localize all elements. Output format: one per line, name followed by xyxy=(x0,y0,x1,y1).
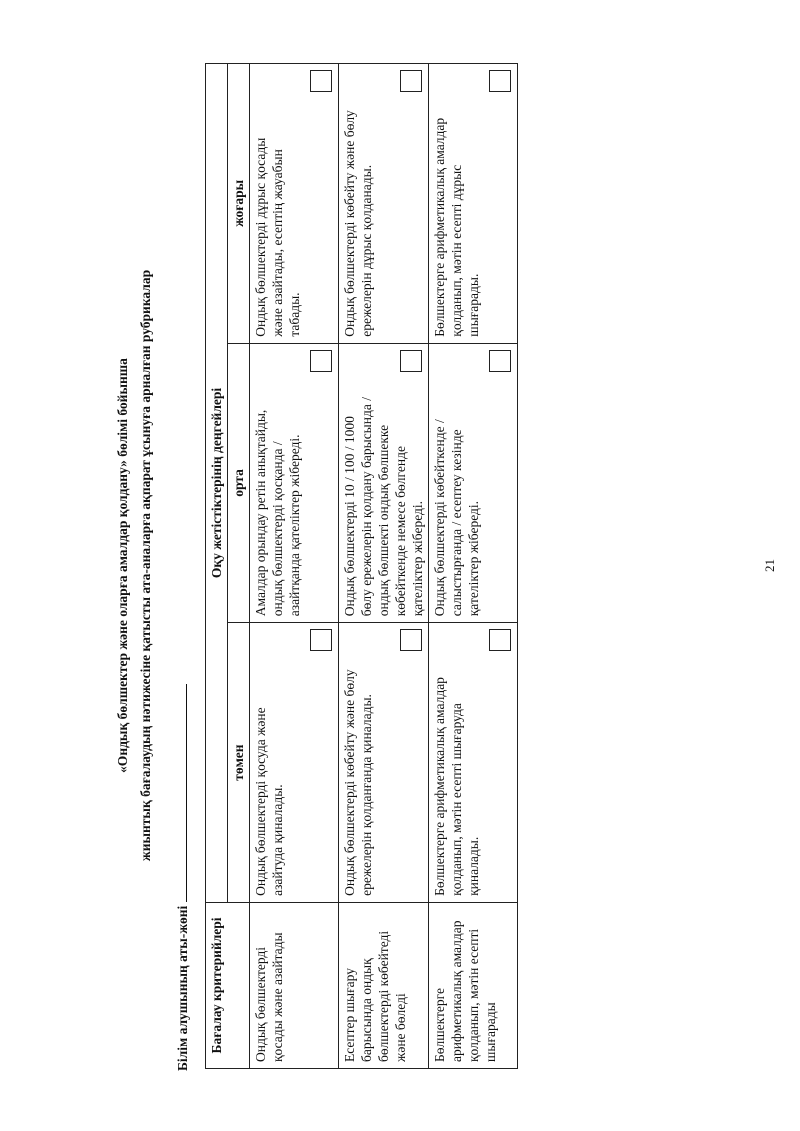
table-row xyxy=(429,64,518,1069)
level-low-checkbox[interactable] xyxy=(489,629,511,651)
level-high-checkbox[interactable] xyxy=(310,70,332,92)
level-low-checkbox[interactable] xyxy=(310,629,332,651)
table-row xyxy=(339,64,429,1069)
rubric-table xyxy=(205,63,518,1069)
level-high-cell xyxy=(429,64,518,344)
level-mid-header: орта xyxy=(228,343,250,623)
level-high-cell xyxy=(339,64,429,344)
level-low-description: Ондық бөлшектерді қосуда және азайтуда қиналады. xyxy=(253,707,285,896)
level-low-cell xyxy=(250,623,339,903)
level-low-cell xyxy=(429,623,518,903)
page-number: 21 xyxy=(762,559,777,572)
table-row xyxy=(250,64,339,1069)
level-mid-cell xyxy=(339,343,429,623)
level-high-header: жоғары xyxy=(228,64,250,344)
level-low-checkbox[interactable] xyxy=(400,629,422,651)
level-high-description: Ондық бөлшектерді көбейту және бөлу ережелерін дұрыс қолданады. xyxy=(342,110,374,337)
student-name-label: Білім алушының аты-жөні xyxy=(175,905,190,1071)
level-mid-cell xyxy=(250,343,339,623)
document-title: «Ондық бөлшектер және оларға амалдар қолдану» бөлімі бойынша xyxy=(115,358,130,773)
level-high-description: Ондық бөлшектерді дұрыс қосады және азайтады, есептің жауабын табады. xyxy=(253,137,302,337)
level-mid-description: Ондық бөлшектерді 10 / 100 / 1000 бөлу ережелерін қолдану барысында / ондық бөлшекті ондық бөлшекке көбейткенде немесе бөлгенде қателіктер жібереді. xyxy=(342,397,425,617)
level-mid-description: Ондық бөлшектерді көбейткенде / салыстырғанда / есептеу кезінде қателіктер жібереді. xyxy=(432,419,481,617)
student-name-field xyxy=(174,684,191,1071)
level-high-description: Бөлшектерге арифметикалық амалдар қолданып, мәтін есепті дұрыс шығарады. xyxy=(432,117,481,337)
criterion-cell: Есептер шығару барысында ондық бөлшектерді көбейтеді және бөледі xyxy=(339,902,429,1068)
level-high-cell xyxy=(250,64,339,344)
criterion-cell: Бөлшектерге арифметикалық амалдар қолданып, мәтін есепті шығарады xyxy=(429,902,518,1068)
criterion-cell: Ондық бөлшектерді қосады және азайтады xyxy=(250,902,339,1068)
student-name-blank-line xyxy=(174,684,187,902)
level-low-description: Ондық бөлшектерді көбейту және бөлу ережелерін қолданғанда қиналады. xyxy=(342,669,374,896)
level-low-description: Бөлшектерге арифметикалық амалдар қолданып, мәтін есепті шығаруда қиналады. xyxy=(432,677,481,896)
table-header-row xyxy=(206,64,228,1069)
level-high-checkbox[interactable] xyxy=(489,70,511,92)
level-mid-checkbox[interactable] xyxy=(310,350,332,372)
level-high-checkbox[interactable] xyxy=(400,70,422,92)
level-mid-cell xyxy=(429,343,518,623)
document-subtitle: жиынтық бағалаудың нәтижесіне қатысты ата-аналарға ақпарат ұсынуға арналған рубрикалар xyxy=(138,269,153,862)
level-low-cell xyxy=(339,623,429,903)
level-mid-checkbox[interactable] xyxy=(489,350,511,372)
level-low-header: төмен xyxy=(228,623,250,903)
criteria-header: Бағалау критерийлері xyxy=(206,902,250,1068)
level-mid-description: Амалдар орындау ретін анықтайды, ондық бөлшектерді қосқанда / азайтқанда қателіктер жібереді. xyxy=(253,409,302,617)
level-mid-checkbox[interactable] xyxy=(400,350,422,372)
levels-header: Оқу жетістіктерінің деңгейлері xyxy=(206,64,228,903)
